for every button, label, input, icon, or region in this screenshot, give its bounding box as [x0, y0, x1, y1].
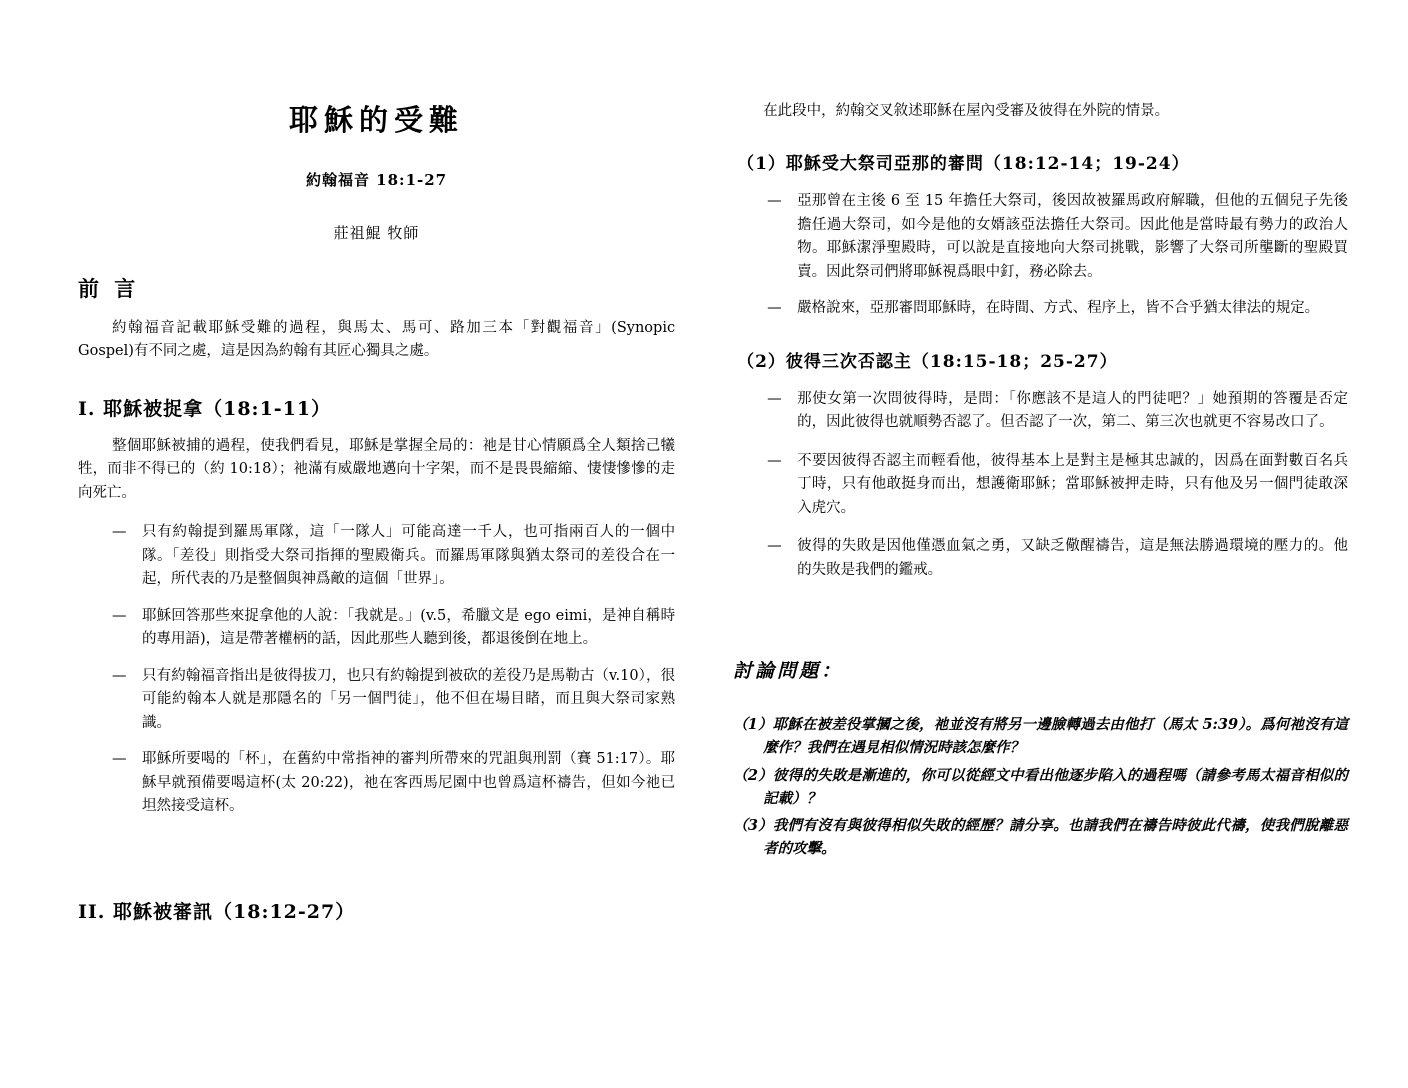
list-item: （2）彼得的失敗是漸進的，你可以從經文中看出他逐步陷入的過程嗎（請參考馬太福音相似的記載）？ [733, 766, 1348, 807]
section-1-heading: I. 耶穌被捉拿（18:1-11） [78, 397, 332, 420]
list-item: — 耶穌回答那些來捉拿他的人說：「我就是。」(v.5，希臘文是 ego eimi，是神自稱時的專用語)，這是帶著權柄的話，因此那些人聽到後，都退後倒在地上。 [112, 605, 675, 652]
scripture-reference: 約翰福音 18:1-27 [305, 171, 448, 189]
preface-paragraph: 約翰福音記載耶穌受難的過程，與馬太、馬可、路加三本「對觀福音」(Synopic Gospel)有不同之處，這是因為約翰有其匠心獨具之處。 [78, 320, 676, 360]
list-item: — 亞那曾在主後 6 至 15 年擔任大祭司，後因故被羅馬政府解職，但他的五個兒子先後擔任過大祭司，如今是他的女婿該亞法擔任大祭司。因此他是當時最有勢力的政治人物。耶穌潔淨聖殿時，可以說是直接地向大祭司挑戰，影響了大祭司所壟斷的聖殿買賣。因此祭司們將耶穌視爲眼中釘，務必除去。 [767, 190, 1348, 284]
list-item: — 那使女第一次問彼得時，是問：「你應該不是這人的門徒吧？」她預期的答覆是否定的，因此彼得也就順勢否認了。但否認了一次，第二、第三次也就更不容易改口了。 [767, 388, 1348, 435]
subsection-2-heading: （2）彼得三次否認主（18:15-18；25-27） [737, 351, 1118, 372]
subsection-2-bullet-list [733, 388, 1348, 582]
author-name: 莊祖鯤 牧師 [333, 224, 420, 242]
discussion-question-list [733, 713, 1348, 860]
section-1-bullet-list [78, 521, 675, 818]
list-item: — 彼得的失敗是因他僅憑血氣之勇，又缺乏儆醒禱告，這是無法勝過環境的壓力的。他的失敗是我們的鑑戒。 [767, 535, 1348, 582]
subsection-1-bullet-list [733, 190, 1348, 320]
subsection-1-heading: （1）耶穌受大祭司亞那的審問（18:12-14；19-24） [737, 154, 1190, 175]
page-title: 耶穌的受難 [289, 103, 465, 137]
discussion-heading: 討論問題： [733, 660, 844, 683]
list-item: （1）耶穌在被差役掌摑之後，祂並沒有將另一邊臉轉過去由他打（馬太 5:39）。爲何祂沒有這麼作？我們在遇見相似情況時該怎麼作？ [733, 716, 1348, 757]
list-item: — 耶穌所要喝的「杯」，在舊約中常指神的審判所帶來的咒詛與刑罰（賽 51:17）。耶穌早就預備要喝這杯(太 20:22)，祂在客西馬尼園中也曾爲這杯禱告，但如今祂已坦然接受這杯。 [112, 748, 675, 818]
right-column [733, 70, 1348, 1048]
section-1-paragraph: 整個耶穌被捕的過程，使我們看見，耶穌是掌握全局的：祂是甘心情願爲全人類捨己犧牲，而非不得已的（約 10:18）；祂滿有威嚴地邁向十字架，而不是畏畏縮縮、悽悽慘慘的走向死亡。 [78, 437, 676, 501]
list-item: — 只有約翰提到羅馬軍隊，這「一隊人」可能高達一千人，也可指兩百人的一個中隊。「差役」則指受大祭司指揮的聖殿衛兵。而羅馬軍隊與猶太祭司的差役合在一起，所代表的乃是整個與神爲敵的這個「世界」。 [112, 521, 675, 591]
list-item: — 嚴格說來，亞那審問耶穌時，在時間、方式、程序上，皆不合乎猶太律法的規定。 [767, 297, 1348, 320]
list-item: — 不要因彼得否認主而輕看他，彼得基本上是對主是極其忠誠的，因爲在面對數百名兵丁時，只有他敢挺身而出，想護衛耶穌；當耶穌被押走時，只有他及另一個門徒敢深入虎穴。 [767, 450, 1348, 520]
section-2-intro-note: 在此段中，約翰交叉敘述耶穌在屋內受審及彼得在外院的情景。 [763, 103, 1170, 119]
list-item: — 只有約翰福音指出是彼得拔刀，也只有約翰提到被砍的差役乃是馬勒古（v.10），很可能約翰本人就是那隱名的「另一個門徒」，他不但在場目睹，而且與大祭司家熟識。 [112, 665, 675, 735]
left-column [60, 70, 675, 1048]
section-2-heading: II. 耶穌被審訊（18:12-27） [78, 900, 356, 923]
list-item: （3）我們有沒有與彼得相似失敗的經歷？請分享。也請我們在禱告時彼此代禱，使我們脫離惡者的攻擊。 [733, 817, 1348, 858]
preface-heading: 前 言 [78, 276, 140, 301]
